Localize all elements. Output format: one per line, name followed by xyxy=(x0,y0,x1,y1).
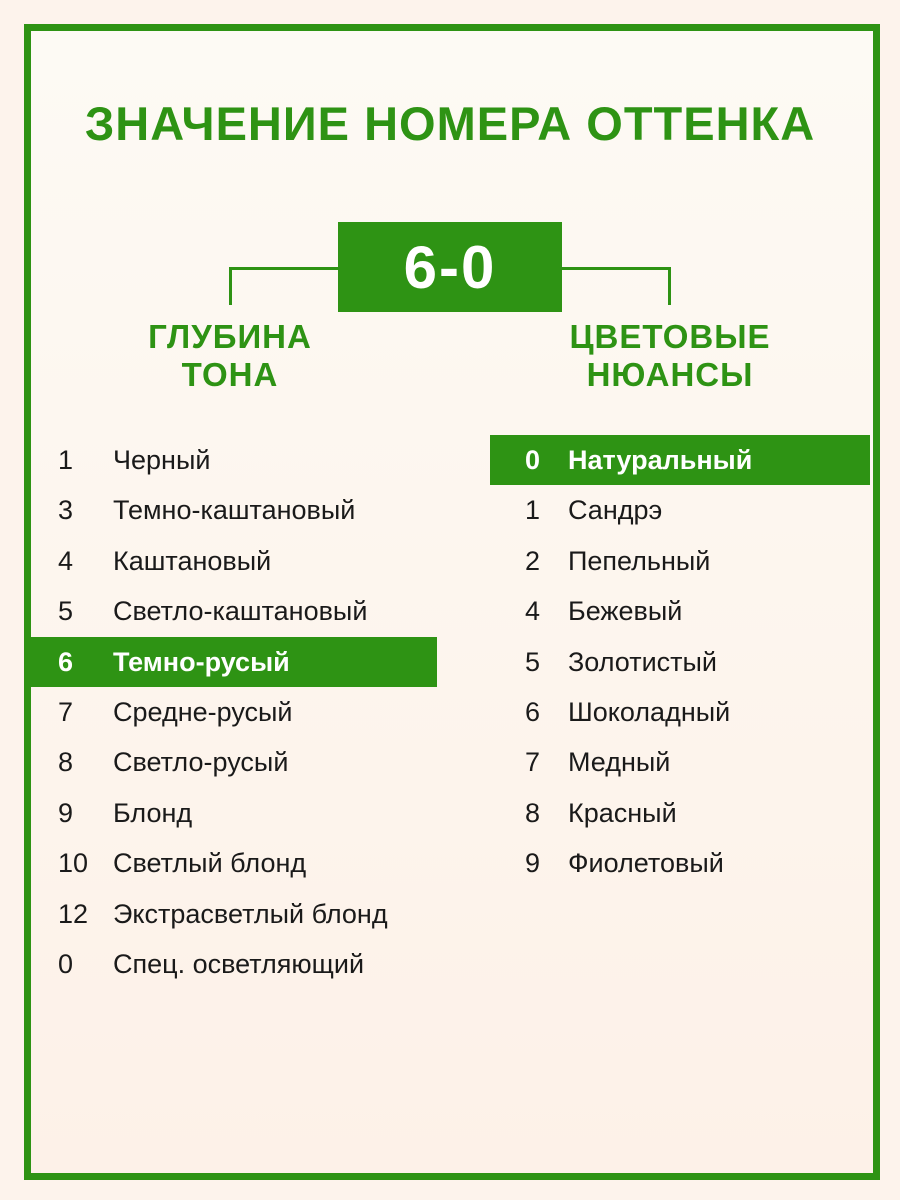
color-nuance-item xyxy=(490,586,870,636)
tone-depth-item-label: Светлый блонд xyxy=(113,848,307,879)
color-nuance-item-number: 4 xyxy=(525,596,541,627)
color-nuance-item xyxy=(490,536,870,586)
color-nuance-item-number: 8 xyxy=(525,797,541,828)
color-nuance-item-label: Пепельный xyxy=(568,545,711,576)
tone-depth-item-label: Спец. осветляющий xyxy=(113,948,365,979)
color-nuance-item-number: 6 xyxy=(525,696,541,727)
color-nuance-item-number: 0 xyxy=(525,445,541,475)
tone-depth-item-number: 3 xyxy=(58,495,74,526)
color-nuance-item-label: Медный xyxy=(568,747,671,778)
tone-depth-item-label: Темно-русый xyxy=(113,646,290,677)
tone-depth-list xyxy=(31,435,437,989)
tone-depth-item-number: 12 xyxy=(58,898,89,929)
tone-depth-item-number: 7 xyxy=(58,696,74,727)
shade-code-box: 6-0 xyxy=(338,222,562,312)
tone-depth-item xyxy=(31,687,437,737)
color-nuance-item-label: Шоколадный xyxy=(568,696,731,727)
tone-depth-item-label: Экстрасветлый блонд xyxy=(113,898,388,929)
tone-depth-item xyxy=(31,435,437,485)
color-nuance-heading-line1: ЦВЕТОВЫЕ xyxy=(569,318,771,355)
color-nuance-item xyxy=(490,687,870,737)
color-nuance-item-number: 7 xyxy=(525,747,541,778)
color-nuance-heading xyxy=(550,318,790,394)
tone-depth-item xyxy=(31,485,437,535)
color-nuance-item-number: 1 xyxy=(525,495,541,526)
tone-depth-item xyxy=(31,939,437,989)
color-nuance-item xyxy=(490,737,870,787)
color-nuance-item xyxy=(490,485,870,535)
color-nuance-item-label: Красный xyxy=(568,797,677,828)
color-nuance-heading-line2: НЮАНСЫ xyxy=(586,356,754,393)
tone-depth-item-label: Светло-русый xyxy=(113,747,289,778)
color-nuance-item-label: Сандрэ xyxy=(568,495,663,526)
tone-depth-item-number: 0 xyxy=(58,948,74,979)
tone-depth-item-number: 1 xyxy=(58,445,74,475)
tone-depth-item-label: Светло-каштановый xyxy=(113,596,368,627)
color-nuance-item-label: Фиолетовый xyxy=(568,848,724,879)
tone-depth-heading-line2: ТОНА xyxy=(181,356,279,393)
tone-depth-item-number: 8 xyxy=(58,747,74,778)
tone-depth-item-label: Темно-каштановый xyxy=(113,495,356,526)
color-nuance-item-label: Золотистый xyxy=(568,646,718,677)
connector-line-left-vertical xyxy=(229,267,232,305)
color-nuance-item-number: 2 xyxy=(525,545,541,576)
color-nuance-list xyxy=(490,435,870,889)
page-title: ЗНАЧЕНИЕ НОМЕРА ОТТЕНКА xyxy=(84,97,816,150)
connector-line-right-vertical xyxy=(668,267,671,305)
tone-depth-item-number: 5 xyxy=(58,596,74,627)
tone-depth-item-label: Блонд xyxy=(113,797,193,828)
color-nuance-item-label: Натуральный xyxy=(568,445,753,475)
tone-depth-item-label: Средне-русый xyxy=(113,696,293,727)
tone-depth-item xyxy=(31,586,437,636)
tone-depth-heading xyxy=(130,318,330,394)
tone-depth-item xyxy=(31,788,437,838)
tone-depth-item-number: 10 xyxy=(58,848,89,879)
tone-depth-item xyxy=(31,838,437,888)
connector-line-right-horizontal xyxy=(561,267,671,270)
tone-depth-item-number: 9 xyxy=(58,797,74,828)
tone-depth-item-label: Каштановый xyxy=(113,545,272,576)
tone-depth-item xyxy=(31,737,437,787)
color-nuance-item-label: Бежевый xyxy=(568,596,683,627)
color-nuance-item-selected xyxy=(490,435,870,485)
tone-depth-item-label: Черный xyxy=(113,445,211,475)
color-nuance-item xyxy=(490,838,870,888)
tone-depth-item xyxy=(31,889,437,939)
color-nuance-item-number: 5 xyxy=(525,646,541,677)
color-nuance-item xyxy=(490,788,870,838)
tone-depth-item xyxy=(31,536,437,586)
tone-depth-heading-line1: ГЛУБИНА xyxy=(148,318,312,355)
tone-depth-item-selected xyxy=(31,637,437,687)
color-nuance-item xyxy=(490,637,870,687)
color-nuance-item-number: 9 xyxy=(525,848,541,879)
connector-line-left-horizontal xyxy=(229,267,339,270)
tone-depth-item-number: 4 xyxy=(58,545,74,576)
tone-depth-item-number: 6 xyxy=(58,646,74,677)
